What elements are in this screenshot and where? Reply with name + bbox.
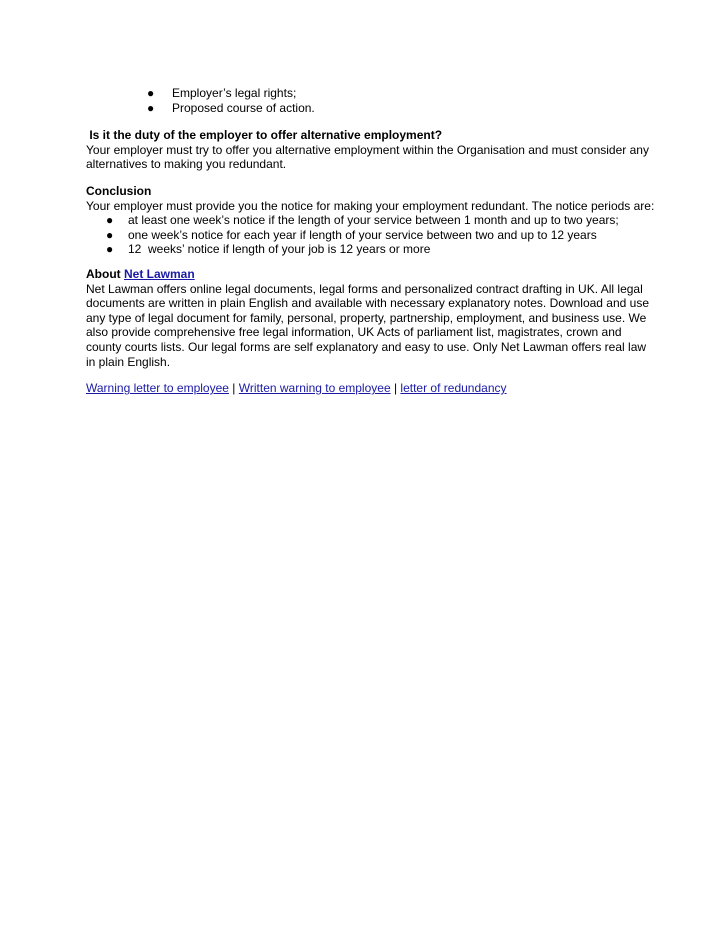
net-lawman-link[interactable]: Net Lawman (124, 266, 195, 281)
document-page (86, 86, 656, 396)
list-item-text: Employer’s legal rights; (172, 86, 297, 100)
bullet-icon: ● (147, 86, 155, 100)
bullet-icon: ● (106, 213, 114, 228)
link-separator: | (390, 381, 401, 396)
footer-links (86, 381, 656, 396)
notice-period-list (86, 213, 656, 257)
top-bullet-list (86, 86, 656, 115)
list-item (86, 228, 656, 243)
link-separator: | (228, 381, 239, 396)
about-paragraph: Net Lawman offers online legal documents, legal forms and personalized contract drafting in UK. All legal documents are written in plain English and available with necessary explanatory notes. Download and use any type of legal document for family, personal, property, partnership, employment, and business use. We also provide comprehensive free legal information, UK Acts of parliament list, magistrates, crown and county courts lists. Our legal forms are self explanatory and easy to use. Only Net Lawman offers real law in plain English. (86, 281, 649, 369)
about-section (86, 267, 656, 369)
warning-letter-link[interactable]: Warning letter to employee (86, 381, 229, 396)
duty-section (86, 128, 656, 172)
list-item-text: at least one week’s notice if the length of your service between 1 month and up to two years; (128, 213, 619, 228)
conclusion-paragraph: Your employer must provide you the notice for making your employment redundant. The notice periods are: (86, 198, 655, 213)
list-item (86, 242, 656, 257)
conclusion-heading: Conclusion (86, 183, 152, 198)
about-heading-prefix: About (86, 266, 124, 281)
duty-heading: Is it the duty of the employer to offer alternative employment? (86, 128, 443, 143)
list-item (86, 213, 656, 228)
redundancy-letter-link[interactable]: letter of redundancy (400, 381, 507, 396)
written-warning-link[interactable]: Written warning to employee (238, 381, 391, 396)
list-item-text: Proposed course of action. (172, 100, 315, 115)
list-item-text: 12 weeks’ notice if length of your job is 12 years or more (128, 242, 431, 257)
bullet-icon: ● (147, 100, 155, 115)
list-item-text: one week’s notice for each year if length of your service between two and up to 12 years (128, 227, 597, 242)
list-item (86, 101, 656, 116)
duty-paragraph: Your employer must try to offer you alternative employment within the Organisation and must consider any alternatives to making you redundant. (86, 142, 649, 172)
about-heading (86, 267, 656, 282)
conclusion-section (86, 184, 656, 257)
list-item (86, 86, 656, 101)
bullet-icon: ● (106, 227, 114, 242)
bullet-icon: ● (106, 242, 114, 257)
